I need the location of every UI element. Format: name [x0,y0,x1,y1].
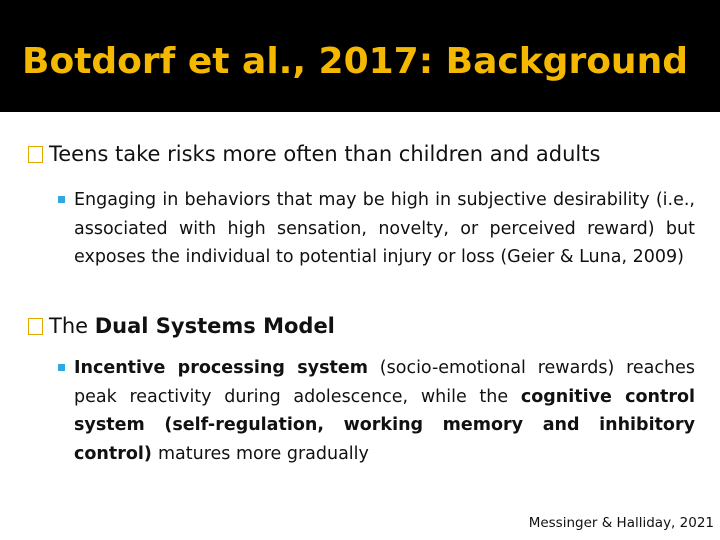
bullet-teens-risk [28,141,688,167]
square-bullet-icon [28,146,43,163]
sub-bullet-text: Engaging in behaviors that may be high in subjective desirability (i.e., associated with high sensation, novelty, or perceived reward) but exposes the individual to potential injury or loss (Geier & Luna, 2009) [74,190,695,267]
bullet-text-bold: Dual Systems Model [94,314,335,338]
slide-title: Botdorf et al., 2017: Background [22,41,688,82]
sub-text-1: (socio-emotional rewards) reaches peak reactivity during adolescence, while the [74,358,695,407]
bullet-dual-systems [28,313,688,339]
sub-text-3: matures more gradually [157,443,369,464]
cognitive-control-term: cognitive control system [74,386,695,435]
bullet-text-prefix: The [49,314,95,338]
citation: Messinger & Halliday, 2021 [528,515,714,531]
sub-bullet-risk-definition [74,186,695,272]
bullet-text: Teens take risks more often than children and adults [49,142,601,166]
sub-bullet-dual-systems [74,354,695,468]
sub-text-2: (self-regulation, working memory and inhibitory control) [74,415,695,464]
small-square-bullet-icon [58,364,65,371]
small-square-bullet-icon [58,196,65,203]
incentive-system-term: Incentive processing system [74,358,368,378]
square-bullet-icon [28,318,43,335]
